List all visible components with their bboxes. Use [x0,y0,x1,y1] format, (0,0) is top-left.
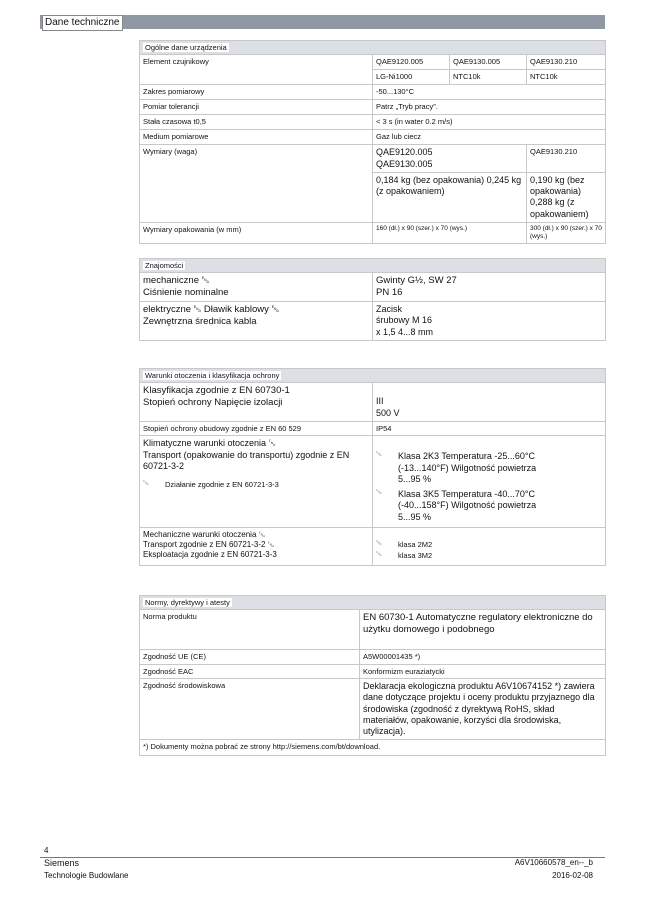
medium-value: Gaz lub ciecz [373,130,606,145]
climate-label: Klimatyczne warunki otoczenia ␅ Transport (opakowanie do transportu) zgodnie z EN 60721-3-2 [143,438,350,471]
mech-class-b: klasa 3M2 [398,551,433,561]
environment-heading: Warunki otoczenia i klasyfikacja ochrony [145,371,280,380]
bullet-icon: ␅ [143,480,149,487]
mech-conn-value: Gwinty G½, SW 27 PN 16 [373,273,606,302]
range-value: -50...130°C [373,85,606,100]
download-note[interactable]: *) Dokumenty można pobrać ze strony http://siemens.com/bt/download. [140,740,606,756]
dims-models-a: QAE9120.005 QAE9130.005 [373,145,527,173]
tolerance-value: Patrz „Tryb pracy”. [373,100,606,115]
pack-label: Wymiary opakowania (w mm) [140,222,373,243]
ip-value: IP54 [373,421,606,435]
medium-label: Medium pomiarowe [140,130,373,145]
climate-transport: Klasa 2K3 Temperatura -25...60°C (-13...140°F) Wilgotność powietrza 5...95 % [398,451,537,484]
elec-conn-label: elektryczne ␅ Dławik kablowy ␅ Zewnętrzna średnica kabla [140,302,373,341]
section-header-bar [40,15,605,29]
general-data-heading: Ogólne dane urządzenia [145,43,227,52]
dims-label: Wymiary (waga) [140,145,373,223]
weight-a: 0,184 kg (bez opakowania) 0,245 kg (z opakowaniem) [373,172,527,222]
timeconst-value: < 3 s (in water 0.2 m/s) [373,115,606,130]
climate-cell [140,436,373,528]
bullet-icon: ␅ [376,539,382,547]
pack-b: 300 (dł.) x 90 (szer.) x 70 (wys.) [527,222,606,243]
connections-heading: Znajomości [145,261,184,270]
bullet-icon: ␅ [376,489,382,496]
model-2: QAE9130.005 [450,55,527,70]
env-compliance-value: Deklaracja ekologiczna produktu A6V10674152 *) zawiera dane dotyczące projektu i oceny produktu przyjaznego dla środowiska (zgodność z dyrektywą RoHS, skład materiałów, opakowanie, korzyści dla środowiska, utylizacja). [360,679,606,740]
footer-date: 2016-02-08 [552,871,593,880]
tolerance-label: Pomiar tolerancji [140,100,373,115]
general-data-table [139,40,606,244]
product-value: EN 60730-1 Automatyczne regulatory elektroniczne do użytku domowego i podobnego [360,610,606,650]
climate-op-label: Działanie zgodnie z EN 60721-3-3 [165,480,279,489]
element-2: NTC10k [450,70,527,85]
footer-division: Technologie Budowlane [44,871,129,880]
standards-heading: Normy, dyrektywy i atesty [145,598,230,607]
mech-class-a: klasa 2M2 [398,539,433,549]
ce-value: A5W00001435 *) [360,650,606,664]
model-1: QAE9120.005 [373,55,450,70]
ce-label: Zgodność UE (CE) [140,650,360,664]
environment-table [139,368,606,566]
bullet-icon: ␅ [376,451,382,459]
climate-values [373,436,606,528]
dims-models-b: QAE9130.210 [527,145,606,173]
class-value: III 500 V [373,383,606,422]
model-3: QAE9130.210 [527,55,606,70]
element-3: NTC10k [527,70,606,85]
footer-company: Siemens [44,858,80,868]
standards-table [139,595,606,756]
ip-label: Stopień ochrony obudowy zgodnie z EN 60 529 [140,421,373,435]
timeconst-label: Stała czasowa t0,5 [140,115,373,130]
sensor-label: Element czujnikowy [140,55,373,85]
product-label: Norma produktu [140,610,360,650]
climate-operation: Klasa 3K5 Temperatura -40...70°C (-40...158°F) Wilgotność powietrza 5...95 % [398,489,537,522]
mech-env-label: Mechaniczne warunki otoczenia ␅ Transport zgodnie z EN 60721-3-2 ␅ Eksploatacja zgodnie z EN 60721-3-3 [140,527,373,565]
class-label: Klasyfikacja zgodnie z EN 60730-1 Stopień ochrony Napięcie izolacji [140,383,373,422]
section-title: Dane techniczne [42,15,123,31]
footer-docid: A6V10660578_en--_b [514,858,593,867]
range-label: Zakres pomiarowy [140,85,373,100]
env-compliance-label: Zgodność środowiskowa [140,679,360,740]
eac-label: Zgodność EAC [140,664,360,678]
page-number: 4 [44,846,49,855]
element-1: LG-Ni1000 [373,70,450,85]
weight-b: 0,190 kg (bez opakowania) 0,288 kg (z opakowaniem) [527,172,606,222]
connections-table [139,258,606,341]
eac-value: Konformizm euraziatycki [360,664,606,678]
pack-a: 160 (dł.) x 90 (szer.) x 70 (wys.) [373,222,527,243]
elec-conn-value: Zacisk śrubowy M 16 x 1,5 4...8 mm [373,302,606,341]
mech-env-values [373,527,606,565]
bullet-icon: ␅ [376,551,382,559]
mech-conn-label: mechaniczne ␅ Ciśnienie nominalne [140,273,373,302]
